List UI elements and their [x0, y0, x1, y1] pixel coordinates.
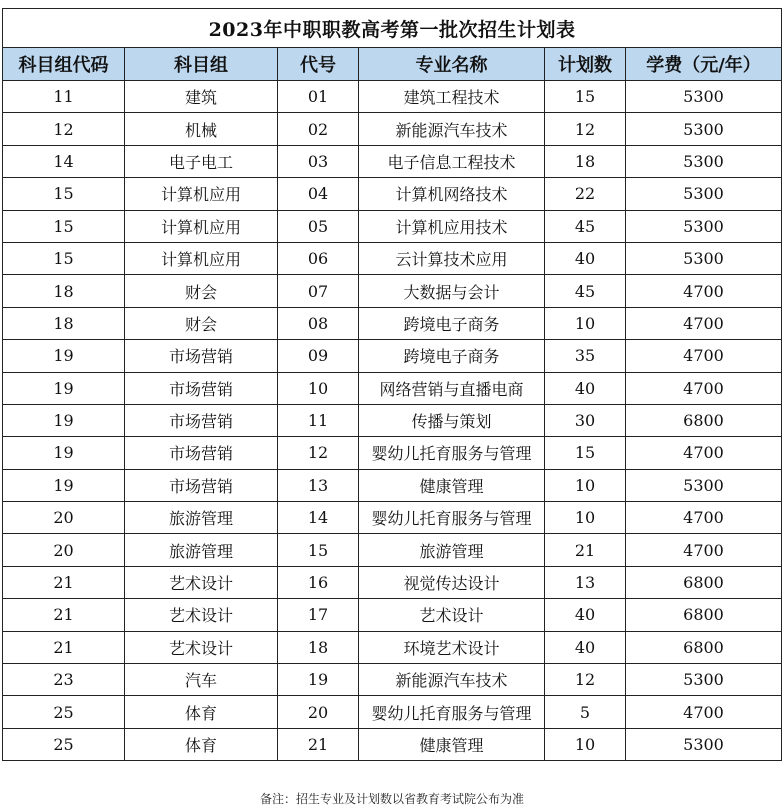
cell-tuition: 4700 — [626, 340, 782, 372]
cell-subject-group: 计算机应用 — [125, 178, 278, 210]
table-row — [3, 340, 782, 372]
header-subject-group-code: 科目组代码 — [3, 48, 125, 81]
cell-tuition: 4700 — [626, 534, 782, 566]
cell-plan-count: 10 — [545, 469, 626, 501]
cell-major-code: 16 — [278, 566, 359, 598]
cell-major-name: 网络营销与直播电商 — [359, 372, 545, 404]
cell-major-name: 云计算技术应用 — [359, 242, 545, 274]
cell-subject-group-code: 19 — [3, 437, 125, 469]
cell-major-name: 传播与策划 — [359, 404, 545, 436]
cell-subject-group: 艺术设计 — [125, 599, 278, 631]
cell-tuition: 4700 — [626, 372, 782, 404]
cell-tuition: 4700 — [626, 502, 782, 534]
cell-major-name: 婴幼儿托育服务与管理 — [359, 437, 545, 469]
cell-subject-group-code: 19 — [3, 372, 125, 404]
cell-subject-group: 计算机应用 — [125, 242, 278, 274]
cell-subject-group: 电子电工 — [125, 145, 278, 177]
cell-major-code: 14 — [278, 502, 359, 534]
cell-subject-group: 计算机应用 — [125, 210, 278, 242]
cell-tuition: 5300 — [626, 664, 782, 696]
cell-tuition: 4700 — [626, 275, 782, 307]
cell-plan-count: 22 — [545, 178, 626, 210]
cell-subject-group: 市场营销 — [125, 469, 278, 501]
cell-major-name: 大数据与会计 — [359, 275, 545, 307]
cell-tuition: 5300 — [626, 81, 782, 113]
table-row — [3, 275, 782, 307]
table-row — [3, 469, 782, 501]
table-row — [3, 145, 782, 177]
table-row — [3, 566, 782, 598]
cell-plan-count: 21 — [545, 534, 626, 566]
cell-plan-count: 10 — [545, 728, 626, 760]
cell-plan-count: 40 — [545, 599, 626, 631]
cell-major-name: 视觉传达设计 — [359, 566, 545, 598]
cell-subject-group: 财会 — [125, 275, 278, 307]
header-tuition: 学费（元/年） — [626, 48, 782, 81]
table-row — [3, 631, 782, 663]
cell-major-code: 11 — [278, 404, 359, 436]
table-row — [3, 113, 782, 145]
header-code: 代号 — [278, 48, 359, 81]
table-row — [3, 404, 782, 436]
cell-subject-group-code: 15 — [3, 242, 125, 274]
cell-subject-group-code: 23 — [3, 664, 125, 696]
cell-plan-count: 13 — [545, 566, 626, 598]
table-row — [3, 437, 782, 469]
table-row — [3, 728, 782, 760]
table-body — [3, 81, 782, 761]
cell-subject-group-code: 15 — [3, 210, 125, 242]
enrollment-plan-table — [2, 8, 782, 761]
header-subject-group: 科目组 — [125, 48, 278, 81]
cell-plan-count: 15 — [545, 437, 626, 469]
cell-subject-group-code: 21 — [3, 599, 125, 631]
cell-subject-group-code: 25 — [3, 696, 125, 728]
cell-subject-group: 体育 — [125, 696, 278, 728]
cell-tuition: 6800 — [626, 404, 782, 436]
table-row — [3, 534, 782, 566]
cell-tuition: 5300 — [626, 178, 782, 210]
cell-subject-group: 财会 — [125, 307, 278, 339]
cell-tuition: 4700 — [626, 696, 782, 728]
cell-major-name: 旅游管理 — [359, 534, 545, 566]
cell-major-name: 新能源汽车技术 — [359, 664, 545, 696]
cell-major-name: 婴幼儿托育服务与管理 — [359, 696, 545, 728]
cell-tuition: 4700 — [626, 307, 782, 339]
cell-major-code: 18 — [278, 631, 359, 663]
cell-tuition: 5300 — [626, 145, 782, 177]
cell-major-code: 07 — [278, 275, 359, 307]
table-title: 2023年中职职教高考第一批次招生计划表 — [3, 9, 782, 48]
cell-major-name: 健康管理 — [359, 469, 545, 501]
table-row — [3, 664, 782, 696]
title-row — [3, 9, 782, 48]
table-row — [3, 307, 782, 339]
cell-plan-count: 45 — [545, 275, 626, 307]
cell-plan-count: 40 — [545, 242, 626, 274]
cell-tuition: 4700 — [626, 437, 782, 469]
cell-tuition: 5300 — [626, 210, 782, 242]
cell-major-code: 19 — [278, 664, 359, 696]
header-major-name: 专业名称 — [359, 48, 545, 81]
cell-major-code: 15 — [278, 534, 359, 566]
cell-tuition: 6800 — [626, 599, 782, 631]
cell-plan-count: 15 — [545, 81, 626, 113]
cell-major-code: 02 — [278, 113, 359, 145]
table-row — [3, 81, 782, 113]
cell-subject-group: 市场营销 — [125, 340, 278, 372]
cell-subject-group-code: 19 — [3, 404, 125, 436]
footnote: 备注：招生专业及计划数以省教育考试院公布为准 — [259, 792, 524, 806]
cell-subject-group: 汽车 — [125, 664, 278, 696]
cell-subject-group-code: 15 — [3, 178, 125, 210]
cell-plan-count: 10 — [545, 502, 626, 534]
cell-subject-group: 机械 — [125, 113, 278, 145]
table-row — [3, 178, 782, 210]
cell-tuition: 5300 — [626, 113, 782, 145]
cell-plan-count: 5 — [545, 696, 626, 728]
cell-plan-count: 40 — [545, 631, 626, 663]
cell-plan-count: 12 — [545, 664, 626, 696]
cell-major-name: 环境艺术设计 — [359, 631, 545, 663]
cell-major-code: 03 — [278, 145, 359, 177]
cell-plan-count: 45 — [545, 210, 626, 242]
cell-major-name: 健康管理 — [359, 728, 545, 760]
cell-subject-group-code: 19 — [3, 340, 125, 372]
cell-major-code: 17 — [278, 599, 359, 631]
cell-subject-group: 市场营销 — [125, 404, 278, 436]
cell-subject-group-code: 14 — [3, 145, 125, 177]
cell-major-name: 跨境电子商务 — [359, 307, 545, 339]
cell-plan-count: 18 — [545, 145, 626, 177]
cell-subject-group: 体育 — [125, 728, 278, 760]
header-row — [3, 48, 782, 81]
cell-major-code: 04 — [278, 178, 359, 210]
cell-major-code: 08 — [278, 307, 359, 339]
cell-major-name: 计算机网络技术 — [359, 178, 545, 210]
cell-major-code: 01 — [278, 81, 359, 113]
cell-plan-count: 12 — [545, 113, 626, 145]
cell-subject-group: 建筑 — [125, 81, 278, 113]
cell-major-code: 10 — [278, 372, 359, 404]
table-row — [3, 696, 782, 728]
cell-tuition: 5300 — [626, 728, 782, 760]
cell-plan-count: 10 — [545, 307, 626, 339]
cell-major-code: 09 — [278, 340, 359, 372]
cell-major-code: 12 — [278, 437, 359, 469]
cell-major-code: 13 — [278, 469, 359, 501]
cell-major-code: 05 — [278, 210, 359, 242]
cell-major-name: 电子信息工程技术 — [359, 145, 545, 177]
cell-subject-group-code: 18 — [3, 275, 125, 307]
cell-major-name: 跨境电子商务 — [359, 340, 545, 372]
cell-subject-group-code: 21 — [3, 631, 125, 663]
cell-subject-group-code: 25 — [3, 728, 125, 760]
cell-major-code: 06 — [278, 242, 359, 274]
table-row — [3, 372, 782, 404]
cell-plan-count: 30 — [545, 404, 626, 436]
cell-subject-group-code: 12 — [3, 113, 125, 145]
table-row — [3, 599, 782, 631]
cell-subject-group-code: 19 — [3, 469, 125, 501]
cell-tuition: 5300 — [626, 469, 782, 501]
cell-major-name: 婴幼儿托育服务与管理 — [359, 502, 545, 534]
cell-major-name: 艺术设计 — [359, 599, 545, 631]
cell-subject-group-code: 18 — [3, 307, 125, 339]
cell-tuition: 5300 — [626, 242, 782, 274]
cell-subject-group: 旅游管理 — [125, 534, 278, 566]
cell-plan-count: 35 — [545, 340, 626, 372]
cell-subject-group: 市场营销 — [125, 372, 278, 404]
cell-major-name: 新能源汽车技术 — [359, 113, 545, 145]
cell-subject-group-code: 11 — [3, 81, 125, 113]
cell-subject-group: 旅游管理 — [125, 502, 278, 534]
cell-tuition: 6800 — [626, 631, 782, 663]
cell-major-name: 建筑工程技术 — [359, 81, 545, 113]
cell-subject-group: 艺术设计 — [125, 566, 278, 598]
cell-major-code: 20 — [278, 696, 359, 728]
table-row — [3, 210, 782, 242]
cell-subject-group-code: 20 — [3, 534, 125, 566]
cell-tuition: 6800 — [626, 566, 782, 598]
cell-subject-group-code: 21 — [3, 566, 125, 598]
cell-major-code: 21 — [278, 728, 359, 760]
cell-subject-group: 市场营销 — [125, 437, 278, 469]
cell-subject-group: 艺术设计 — [125, 631, 278, 663]
table-row — [3, 242, 782, 274]
cell-plan-count: 40 — [545, 372, 626, 404]
table-row — [3, 502, 782, 534]
header-plan-count: 计划数 — [545, 48, 626, 81]
cell-major-name: 计算机应用技术 — [359, 210, 545, 242]
cell-subject-group-code: 20 — [3, 502, 125, 534]
